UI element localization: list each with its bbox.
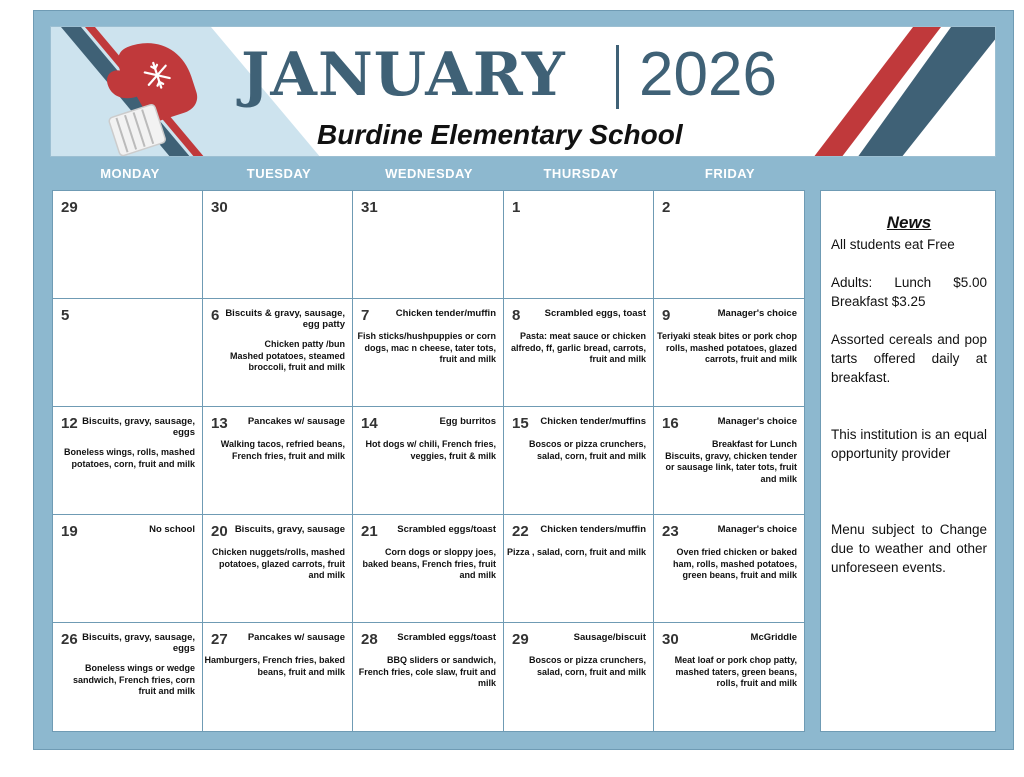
breakfast-item: Chicken tender/muffin [395, 308, 496, 319]
day-number: 8 [512, 307, 521, 324]
lunch-menu-line: Hot dogs w/ chili, French fries, [365, 439, 496, 449]
breakfast-item: Sausage/biscuit [573, 632, 646, 643]
breakfast-item: Pancakes w/ sausage [247, 632, 345, 643]
day-number: 2 [662, 199, 671, 216]
breakfast-item: Biscuits & gravy, sausage, egg patty [225, 308, 345, 330]
lunch-menu-line: dogs, mac n cheese, tater tots, [364, 342, 496, 353]
breakfast-item: Biscuits, gravy, sausage, eggs [82, 416, 195, 438]
lunch-menu-line: Pizza , salad, corn, fruit and milk [506, 547, 646, 557]
school-name: Burdine Elementary School [317, 119, 683, 150]
day-cell-monday [53, 191, 203, 299]
day-cell-friday [654, 623, 804, 731]
lunch-menu-line: fruit and milk [589, 354, 646, 364]
day-cell-tuesday [203, 515, 353, 623]
breakfast-item: Manager's choice [717, 308, 797, 319]
day-cell-thursday [504, 191, 654, 299]
lunch-menu-line: carrots, fruit and milk [704, 354, 797, 364]
breakfast-item: Scrambled eggs/toast [397, 632, 496, 643]
day-number: 16 [662, 415, 679, 432]
title-divider [616, 45, 619, 109]
lunch-menu [204, 655, 345, 678]
breakfast-item: Biscuits, gravy, sausage, eggs [82, 632, 195, 654]
lunch-menu-line: French fries, fruit and milk [231, 450, 345, 461]
day-cell-wednesday [353, 191, 504, 299]
day-number: 29 [61, 199, 78, 216]
lunch-menu-line: veggies, fruit & milk [410, 450, 496, 461]
day-number: 20 [211, 523, 228, 540]
lunch-menu-line: Boneless wings or wedge [84, 663, 195, 673]
day-number: 23 [662, 523, 679, 540]
lunch-menu-line: and milk [459, 570, 496, 580]
day-number: 30 [662, 631, 679, 648]
breakfast-item: Scrambled eggs, toast [544, 308, 646, 319]
lunch-menu [362, 547, 496, 582]
day-number: 6 [211, 307, 220, 324]
day-cell-tuesday [203, 407, 353, 515]
day-cell-monday [53, 623, 203, 731]
day-number: 27 [211, 631, 228, 648]
day-number: 15 [512, 415, 529, 432]
lunch-menu [529, 439, 646, 462]
lunch-menu-line: broccoli, fruit and milk [248, 362, 345, 372]
day-cell-thursday [504, 515, 654, 623]
news-panel [820, 190, 996, 732]
day-header-tuesday: TUESDAY [246, 166, 312, 181]
lunch-menu-line: sandwich, French fries, corn [72, 674, 195, 685]
lunch-menu-line: Walking tacos, refried beans, [220, 439, 345, 449]
lunch-menu-line: salad, corn, fruit and milk [536, 450, 646, 461]
day-number: 31 [361, 199, 378, 216]
lunch-menu [365, 439, 496, 462]
day-number: 30 [211, 199, 228, 216]
lunch-menu-line: ham, rolls, mashed potatoes, [672, 558, 797, 569]
day-number: 1 [512, 199, 521, 216]
day-cell-monday [53, 299, 203, 407]
lunch-menu [212, 547, 345, 582]
lunch-menu-line: Boneless wings, rolls, mashed [63, 447, 195, 457]
day-cell-wednesday [353, 407, 504, 515]
day-cell-wednesday [353, 299, 504, 407]
day-cell-monday [53, 515, 203, 623]
lunch-menu-line: Meat loaf or pork chop patty, [674, 655, 797, 665]
news-menu-subject: Menu subject to Change due to weather and other unforeseen events. [831, 522, 987, 575]
month-title: JANUARY [241, 40, 566, 110]
news-free-meals: All students eat Free [831, 237, 955, 252]
lunch-menu-line: BBQ sliders or sandwich, [386, 655, 496, 665]
lunch-menu [230, 339, 345, 374]
calendar-grid [52, 190, 805, 732]
breakfast-item: Scrambled eggs/toast [397, 524, 496, 535]
lunch-menu-line: Boscos or pizza crunchers, [528, 439, 646, 449]
lunch-menu-line: Boscos or pizza crunchers, [528, 655, 646, 665]
day-cell-wednesday [353, 623, 504, 731]
breakfast-item: Manager's choice [717, 416, 797, 427]
lunch-menu-line: Teriyaki steak bites or pork chop [657, 331, 797, 341]
day-cell-friday [654, 515, 804, 623]
day-cell-thursday [504, 407, 654, 515]
lunch-menu [507, 547, 646, 559]
lunch-menu-line: Breakfast for Lunch [711, 439, 797, 449]
breakfast-item: Biscuits, gravy, sausage [234, 524, 345, 535]
calendar-banner [50, 26, 996, 157]
lunch-menu-line: alfredo, ff, garlic bread, carrots, [510, 342, 646, 353]
day-number: 13 [211, 415, 228, 432]
lunch-menu [73, 663, 195, 698]
lunch-menu [511, 331, 646, 366]
year-title: 2026 [639, 40, 777, 109]
lunch-menu-line: Mashed potatoes, steamed [229, 350, 345, 361]
lunch-menu [673, 547, 797, 582]
lunch-menu [529, 655, 646, 678]
lunch-menu [359, 655, 496, 690]
breakfast-item: Egg burritos [439, 416, 496, 427]
day-cell-tuesday [203, 299, 353, 407]
lunch-menu-line: Pasta: meat sauce or chicken [519, 331, 646, 341]
day-cell-thursday [504, 299, 654, 407]
day-header-friday: FRIDAY [704, 166, 756, 181]
lunch-menu-line: Biscuits, gravy, chicken tender [665, 450, 797, 461]
lunch-menu-line: green beans, fruit and milk [682, 570, 797, 580]
day-cell-tuesday [203, 191, 353, 299]
day-number: 5 [61, 307, 70, 324]
day-number: 19 [61, 523, 78, 540]
breakfast-item: No school [149, 524, 195, 535]
day-cell-friday [654, 299, 804, 407]
day-cell-thursday [504, 623, 654, 731]
news-adult-prices: Adults: Lunch $5.00 Breakfast $3.25 [831, 275, 987, 309]
lunch-menu-line: or sausage link, tater tots, fruit [665, 462, 797, 472]
day-number: 29 [512, 631, 529, 648]
lunch-menu-line: Oven fried chicken or baked [676, 547, 797, 557]
day-number: 22 [512, 523, 529, 540]
lunch-menu-line: fruit and milk [138, 686, 195, 696]
lunch-menu-line: and milk [308, 570, 345, 580]
news-equal-opportunity: This institution is an equal opportunity provider [831, 427, 987, 461]
day-header-thursday: THURSDAY [543, 166, 619, 181]
day-number: 9 [662, 307, 671, 324]
lunch-menu-line: potatoes, corn, fruit and milk [71, 458, 195, 469]
lunch-menu [221, 439, 345, 462]
lunch-menu [675, 655, 797, 690]
day-header-monday: MONDAY [100, 166, 160, 181]
lunch-menu-line: rolls, fruit and milk [716, 678, 797, 688]
day-number: 12 [61, 415, 78, 432]
lunch-menu-line: Fish sticks/hushpuppies or corn [357, 331, 496, 341]
breakfast-item: McGriddle [750, 632, 797, 643]
news-title: News [886, 213, 932, 232]
day-number: 14 [361, 415, 378, 432]
breakfast-item: Manager's choice [717, 524, 797, 535]
news-cereals: Assorted cereals and pop tarts offered daily at breakfast. [831, 332, 987, 385]
lunch-menu [657, 331, 797, 366]
breakfast-item: Chicken tender/muffins [540, 416, 646, 427]
lunch-menu-line: rolls, mashed potatoes, glazed [665, 342, 797, 353]
lunch-menu-line: Chicken patty /bun [264, 339, 345, 349]
day-number: 26 [61, 631, 78, 648]
lunch-menu-line: Hamburgers, French fries, baked [204, 655, 345, 665]
day-number: 21 [361, 523, 378, 540]
lunch-menu-line: milk [477, 678, 496, 688]
breakfast-item: Pancakes w/ sausage [247, 416, 345, 427]
lunch-menu-line: Chicken nuggets/rolls, mashed [211, 547, 345, 557]
day-cell-friday [654, 407, 804, 515]
lunch-menu [665, 439, 797, 485]
lunch-menu-line: potatoes, glazed carrots, fruit [218, 558, 345, 569]
day-number: 7 [361, 307, 370, 324]
lunch-menu-line: salad, corn, fruit and milk [536, 666, 646, 677]
lunch-menu-line: French fries, cole slaw, fruit and [358, 666, 496, 677]
lunch-menu-line: mashed taters, green beans, [675, 666, 797, 677]
day-cell-monday [53, 407, 203, 515]
day-number: 28 [361, 631, 378, 648]
lunch-menu-line: fruit and milk [439, 354, 496, 364]
day-cell-wednesday [353, 515, 504, 623]
lunch-menu-line: Corn dogs or sloppy joes, [384, 547, 496, 557]
lunch-menu-line: beans, fruit and milk [257, 666, 345, 677]
day-cell-friday [654, 191, 804, 299]
breakfast-item: Chicken tenders/muffin [540, 524, 646, 535]
day-cell-tuesday [203, 623, 353, 731]
lunch-menu-line: and milk [760, 473, 797, 484]
lunch-menu-line: baked beans, French fries, fruit [362, 558, 496, 569]
day-header-wednesday: WEDNESDAY [385, 166, 473, 181]
lunch-menu [64, 447, 195, 470]
lunch-menu [357, 331, 496, 366]
